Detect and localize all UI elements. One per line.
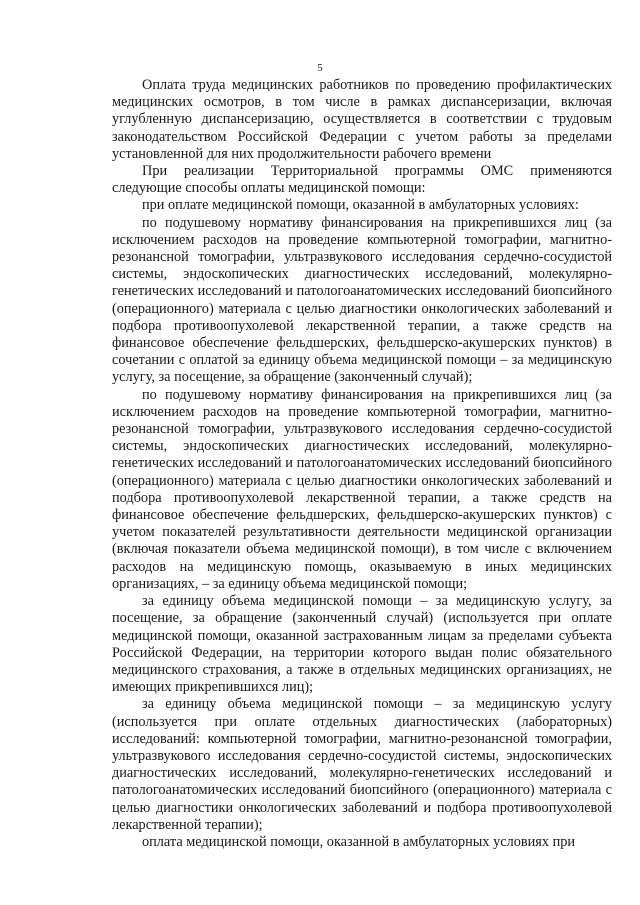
page-number: 5 (317, 62, 323, 74)
paragraph-per-capita-performance: по подушевому нормативу финансирования на прикрепившихся лиц (за исключением расходов на проведение компьютерной томографии, магнитно-резонансной томографии, ультразвукового исследования сердечно-сосудистой системы, эндоскопических диагностических исследований, молекулярно-генетических исследований и патологоанатомических исследований биопсийного (операционного) материала с целью диагностики онкологических заболеваний и подбора противоопухолевой лекарственной терапии, а также средств на финансовое обеспечение фельдшерских, фельдшерско-акушерских пунктов) с учетом показателей результативности деятельности медицинской организации (включая показатели объема медицинской помощи), в том числе с включением расходов на медицинскую помощь, оказываемую в иных медицинских организациях, – за единицу объема медицинской помощи; (112, 386, 612, 592)
paragraph-payment-methods-intro: При реализации Территориальной программы ОМС применяются следующие способы оплаты медицинской помощи: (112, 163, 612, 197)
paragraph-unit-volume-service: за единицу объема медицинской помощи – за медицинскую услугу (используется при оплате отдельных диагностических (лабораторных) исследований: компьютерной томографии, магнитно-резонансной томографии, ультразвукового исследования сердечно-сосудистой системы, эндоскопических диагностических исследований, молекулярно-генетических исследований и патологоанатомических исследований биопсийного (операционного) материала с целью диагностики онкологических заболеваний и подбора противоопухолевой лекарственной терапии); (112, 696, 612, 833)
document-body (112, 77, 612, 851)
paragraph-outpatient-heading: при оплате медицинской помощи, оказанной в амбулаторных условиях: (142, 197, 579, 214)
paragraph-outpatient-continued: оплата медицинской помощи, оказанной в амбулаторных условиях при (142, 833, 576, 850)
paragraph-staff-remuneration: Оплата труда медицинских работников по проведению профилактических медицинских осмотров, в том числе в рамках диспансеризации, включая углубленную диспансеризацию, осуществляется в соответствии с трудовым законодательством Российской Федерации с учетом работы за пределами установленной для них продолжительности рабочего времени (112, 77, 612, 162)
paragraph-unit-volume-visit: за единицу объема медицинской помощи – за медицинскую услугу, за посещение, за обращение (законченный случай) (используется при оплате медицинской помощи, оказанной застрахованным лицам за пределами субъекта Российской Федерации, на территории которого выдан полис обязательного медицинского страхования, а также в отдельных медицинских организациях, не имеющих прикрепившихся лиц); (112, 593, 612, 696)
paragraph-per-capita-combined: по подушевому нормативу финансирования на прикрепившихся лиц (за исключением расходов на проведение компьютерной томографии, магнитно-резонансной томографии, ультразвукового исследования сердечно-сосудистой системы, эндоскопических диагностических исследований, молекулярно-генетических исследований и патологоанатомических исследований биопсийного (операционного) материала с целью диагностики онкологических заболеваний и подбора противоопухолевой лекарственной терапии, а также средств на финансовое обеспечение фельдшерских, фельдшерско-акушерских пунктов) в сочетании с оплатой за единицу объема медицинской помощи – за медицинскую услугу, за посещение, за обращение (законченный случай); (112, 214, 612, 386)
